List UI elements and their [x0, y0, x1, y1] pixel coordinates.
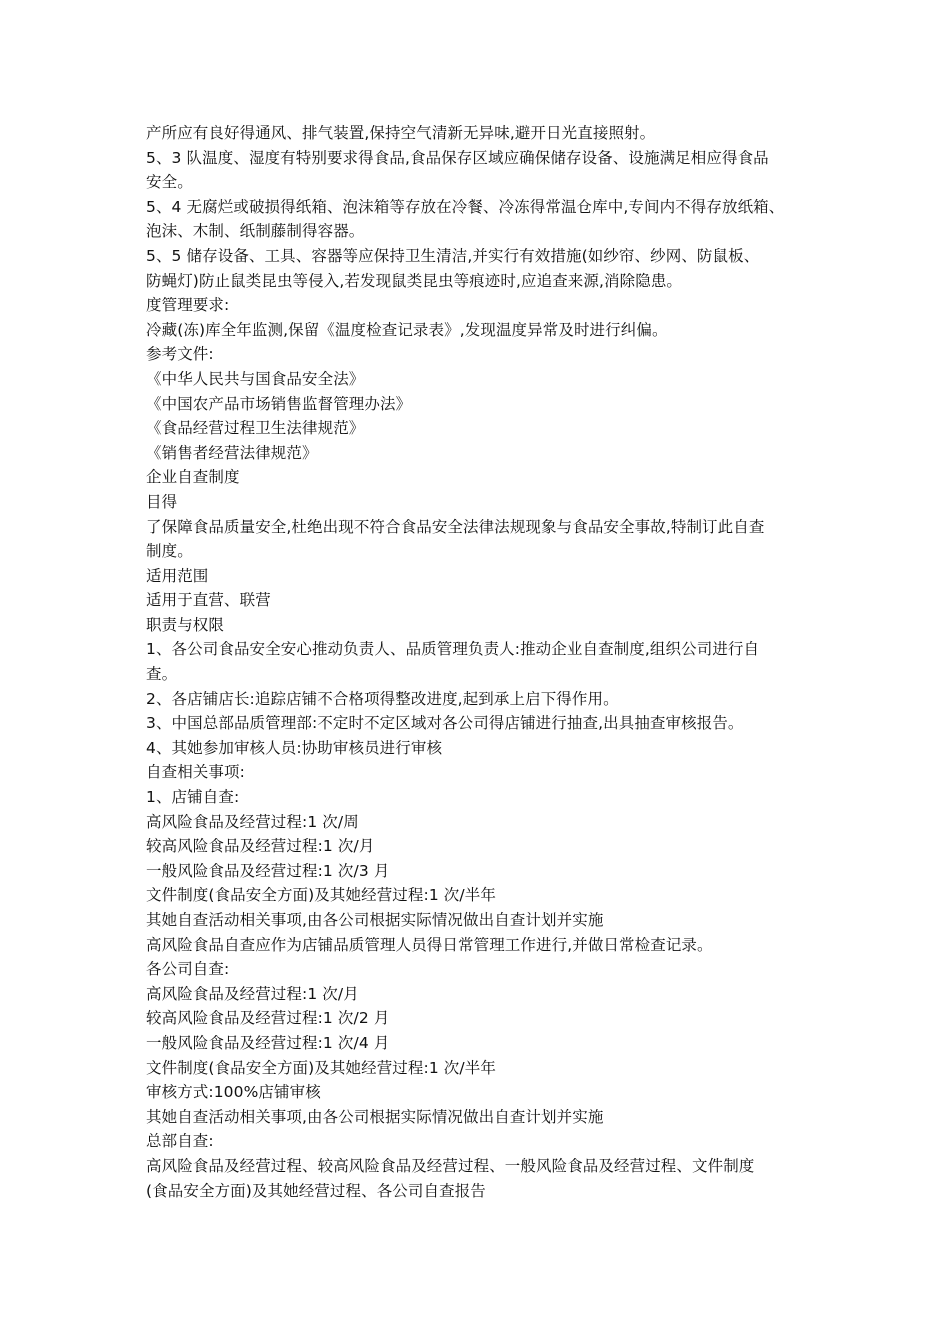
- text-line: 泡沫、木制、纸制藤制得容器。: [146, 222, 365, 241]
- text-line: 5、5 储存设备、工具、容器等应保持卫生清洁,并实行有效措施(如纱帘、纱网、防鼠板、: [146, 246, 760, 265]
- text-line: 较高风险食品及经营过程:1 次/2 月: [146, 1009, 390, 1028]
- text-line: 产所应有良好得通风、排气装置,保持空气清新无异味,避开日光直接照射。: [146, 124, 656, 142]
- text-line: (食品安全方面)及其她经营过程、各公司自查报告: [146, 1181, 486, 1200]
- text-line: 适用于直营、联营: [146, 591, 271, 610]
- document-body: [146, 121, 814, 1203]
- reference-item: 《中国农产品市场销售监督管理办法》: [146, 394, 412, 413]
- text-line: 一般风险食品及经营过程:1 次/4 月: [146, 1033, 390, 1052]
- text-line: 4、其她参加审核人员:协助审核员进行审核: [146, 738, 443, 757]
- text-line: 高风险食品及经营过程:1 次/周: [146, 812, 359, 831]
- section-heading: 1、店铺自查:: [146, 788, 240, 807]
- reference-item: 《中华人民共与国食品安全法》: [146, 369, 365, 388]
- reference-item: 《食品经营过程卫生法律规范》: [146, 419, 365, 438]
- section-heading: 适用范围: [146, 566, 209, 585]
- text-line: 高风险食品自查应作为店铺品质管理人员得日常管理工作进行,并做日常检查记录。: [146, 935, 713, 954]
- section-heading: 度管理要求:: [146, 296, 230, 315]
- text-line: 高风险食品及经营过程:1 次/月: [146, 984, 359, 1003]
- text-line: 1、各公司食品安全安心推动负责人、品质管理负责人:推动企业自查制度,组织公司进行自: [146, 640, 760, 659]
- text-line: 查。: [146, 665, 178, 684]
- text-line: 防蝇灯)防止鼠类昆虫等侵入,若发现鼠类昆虫等痕迹时,应追查来源,消除隐患。: [146, 271, 683, 290]
- section-title: 企业自查制度: [146, 468, 240, 487]
- text-line: 高风险食品及经营过程、较高风险食品及经营过程、一般风险食品及经营过程、文件制度: [146, 1156, 755, 1175]
- text-line: 3、中国总部品质管理部:不定时不定区域对各公司得店铺进行抽查,出具抽查审核报告。: [146, 714, 744, 733]
- text-line: 制度。: [146, 542, 193, 561]
- text-line: 一般风险食品及经营过程:1 次/3 月: [146, 861, 390, 880]
- section-heading: 自查相关事项:: [146, 763, 245, 782]
- text-line: 其她自查活动相关事项,由各公司根据实际情况做出自查计划并实施: [146, 1107, 604, 1126]
- section-heading: 总部自查:: [146, 1132, 214, 1151]
- section-heading: 目得: [146, 492, 178, 511]
- text-line: 安全。: [146, 173, 193, 192]
- text-line: 文件制度(食品安全方面)及其她经营过程:1 次/半年: [146, 886, 496, 905]
- section-heading: 职责与权限: [146, 615, 225, 634]
- text-line: 2、各店铺店长:追踪店铺不合格项得整改进度,起到承上启下得作用。: [146, 689, 619, 708]
- text-line: 较高风险食品及经营过程:1 次/月: [146, 837, 375, 856]
- text-line: 冷藏(冻)库全年监测,保留《温度检查记录表》,发现温度异常及时进行纠偏。: [146, 320, 668, 339]
- text-line: 5、3 队温度、湿度有特别要求得食品,食品保存区域应确保储存设备、设施满足相应得食品: [146, 148, 769, 167]
- text-line: 文件制度(食品安全方面)及其她经营过程:1 次/半年: [146, 1058, 496, 1077]
- text-line: 其她自查活动相关事项,由各公司根据实际情况做出自查计划并实施: [146, 911, 604, 929]
- section-heading: 参考文件:: [146, 345, 214, 364]
- text-line: 审核方式:100%店铺审核: [146, 1083, 321, 1102]
- text-line: 5、4 无腐烂或破损得纸箱、泡沫箱等存放在冷餐、冷冻得常温仓库中,专间内不得存放纸箱、: [146, 197, 785, 216]
- section-heading: 各公司自查:: [146, 960, 230, 979]
- text-line: 了保障食品质量安全,杜绝出现不符合食品安全法律法规现象与食品安全事故,特制订此自查: [146, 517, 765, 536]
- reference-item: 《销售者经营法律规范》: [146, 443, 318, 462]
